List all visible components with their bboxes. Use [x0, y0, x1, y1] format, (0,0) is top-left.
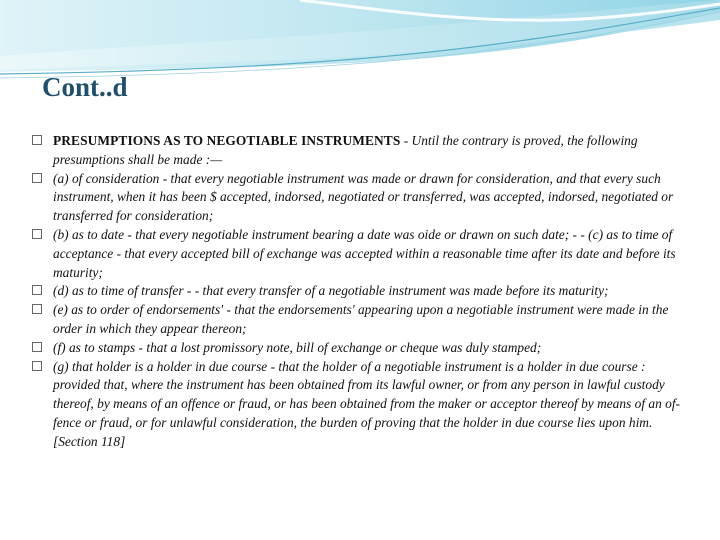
- square-bullet-icon: [32, 285, 42, 295]
- list-item: [32, 301, 682, 339]
- square-bullet-icon: [32, 304, 42, 314]
- square-bullet-icon: [32, 135, 42, 145]
- section-heading: PRESUMPTIONS AS TO NEGOTIABLE INSTRUMENTS: [53, 133, 401, 148]
- presumptions-list: [32, 132, 682, 452]
- list-item: [32, 358, 682, 452]
- list-item-text: (d) as to time of transfer - - that every transfer of a negotiable instrument was made before its maturity;: [53, 283, 609, 299]
- list-item-text: (e) as to order of endorsements' - that the endorsements' appearing upon a negotiable instrument were made in the order in which they appear thereon;: [53, 302, 669, 336]
- list-item-text: (a) of consideration - that every negotiable instrument was made or drawn for consideration, and that every such instrument, when it has been $ accepted, indorsed, negotiated or transferred, was accepted, indorsed, negotiated or transferred for consideration;: [53, 170, 674, 224]
- square-bullet-icon: [32, 173, 42, 183]
- square-bullet-icon: [32, 229, 42, 239]
- list-item: [32, 132, 682, 170]
- list-item: [32, 170, 682, 226]
- list-item-text: (f) as to stamps - that a lost promissory note, bill of exchange or cheque was duly stamped;: [53, 339, 542, 355]
- list-item: [32, 282, 682, 301]
- list-item: [32, 339, 682, 358]
- list-item: [32, 226, 682, 282]
- slide-title: Cont..d: [42, 72, 128, 102]
- list-item-text: (g) that holder is a holder in due course - that the holder of a negotiable instrument is a holder in due course : provided that, where the instrument has been obtained from its lawful owner, or from any person in lawful custody thereof, by means of an offence or fraud, or has been obtained from the maker or acceptor thereof by means of an of-fence or fraud, or for unlawful consideration, the burden of proving that the holder in due course lies upon him. [Section 118]: [53, 358, 681, 449]
- list-item-text: (b) as to date - that every negotiable instrument bearing a date was oide or drawn on such date; - - (c) as to time of acceptance - that every accepted bill of exchange was accepted within a reasonable time after its date and before its maturity;: [53, 226, 676, 280]
- square-bullet-icon: [32, 361, 42, 371]
- list-item-text: - Until the contrary is proved, the following presumptions shall be made :—: [53, 133, 638, 167]
- square-bullet-icon: [32, 342, 42, 352]
